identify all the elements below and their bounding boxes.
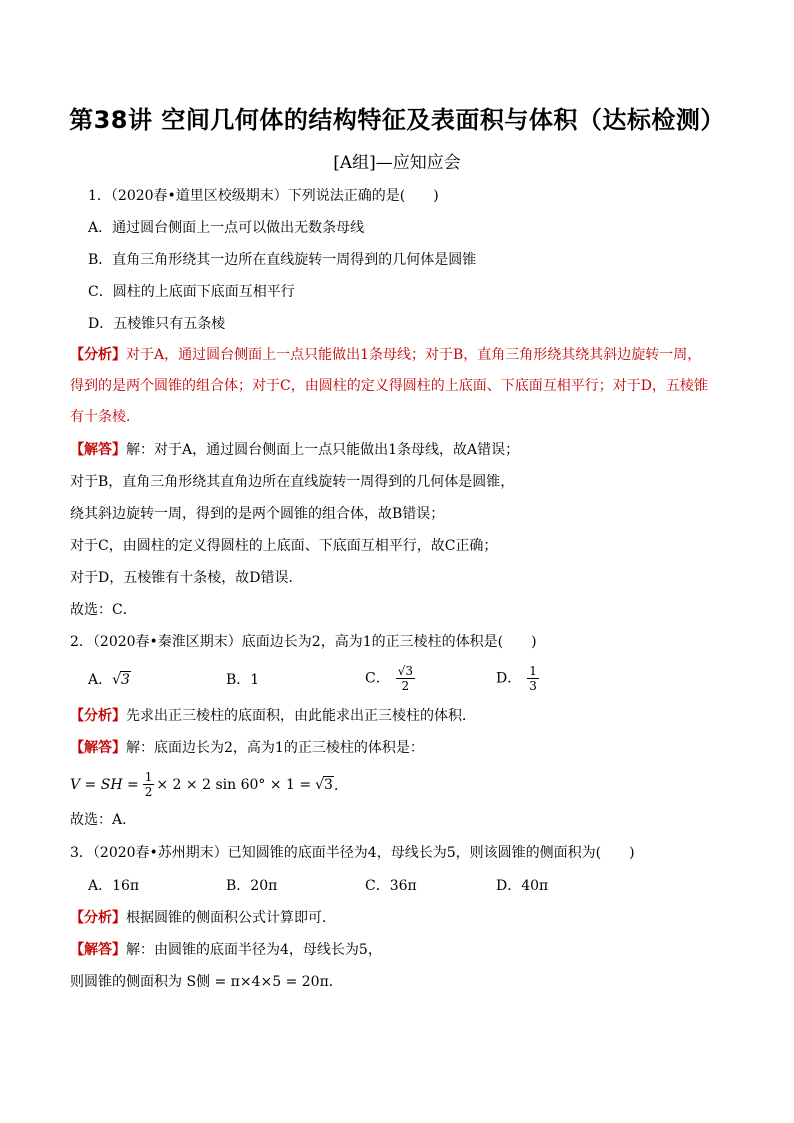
q1-answer-line-3: 绕其斜边旋转一周，得到的是两个圆锥的组合体，故B错误；	[70, 506, 445, 522]
q1-answer-line-5: 对于D，五棱锥有十条棱，故D错误．	[70, 570, 303, 586]
page-title: 第38讲 空间几何体的结构特征及表面积与体积（达标检测）	[69, 106, 725, 134]
q3-option-c: C．36π	[365, 878, 417, 894]
q2-option-a-label: A．	[88, 672, 113, 688]
q3-answer-text: 解：由圆锥的底面半径为4，母线长为5，	[126, 942, 382, 958]
q2-option-c	[365, 664, 415, 693]
q2-volume-formula: V = SH = $\frac{1}{2}$ × 2 × 2 sin 60° × 1 = √ 3 ．	[70, 770, 348, 799]
q2-option-c-label: C．	[365, 670, 390, 687]
q2-option-b: B．1	[226, 672, 260, 688]
q3-answer-line	[70, 940, 382, 960]
q3-option-b: B．20π	[226, 878, 278, 894]
q2-option-d-label: D．	[496, 670, 522, 687]
q2-formula-sqrt-value: 3	[324, 777, 333, 793]
q1-answer-text-1: 解：对于A，通过圆台侧面上一点只能做出1条母线，故A错误；	[126, 442, 520, 458]
q2-answer-tag: 【解答】	[70, 740, 126, 756]
q3-final-answer: 则圆锥的侧面积为 S侧 = π×4×5 = 20π．	[70, 974, 343, 990]
q1-option-b: B．直角三角形绕其一边所在直线旋转一周得到的几何体是圆锥	[88, 252, 477, 268]
q1-option-a: A．通过圆台侧面上一点可以做出无数条母线	[88, 220, 365, 236]
q1-analysis-text-1: 对于A，通过圆台侧面上一点只能做出1条母线；对于B，直角三角形绕其绕其斜边旋转一周，	[126, 347, 702, 363]
q1-analysis-tag: 【分析】	[70, 347, 126, 363]
q2-option-c-numerator: √3	[397, 664, 413, 678]
q2-option-c-fraction	[396, 664, 415, 693]
q3-analysis-tag: 【分析】	[70, 910, 126, 926]
q3-option-a: A．16π	[88, 878, 140, 894]
q2-option-c-denominator: 2	[401, 679, 410, 693]
q3-analysis-text: 根据圆锥的侧面积公式计算即可．	[126, 910, 336, 926]
q1-option-c: C．圆柱的上底面下底面互相平行	[88, 284, 295, 300]
q2-formula-numerator: 1	[144, 770, 153, 784]
q2-analysis-tag: 【分析】	[70, 708, 126, 724]
q2-analysis-text: 先求出正三棱柱的底面积，由此能求出正三棱柱的体积．	[126, 708, 476, 724]
q1-choice: 故选：C．	[70, 602, 137, 618]
q1-answer-line-1	[70, 440, 519, 460]
q2-formula-denominator: 2	[144, 785, 153, 799]
q2-answer-line	[70, 738, 424, 758]
q2-option-d	[496, 664, 539, 693]
q2-formula-end: ．	[333, 777, 348, 794]
q1-analysis-line-2: 得到的是两个圆锥的组合体；对于C，由圆柱的定义得圆柱的上底面、下底面互相平行；对于D，五棱锥	[70, 378, 708, 394]
q1-answer-line-2: 对于B，直角三角形绕其直角边所在直线旋转一周得到的几何体是圆锥，	[70, 474, 515, 490]
q2-option-a: A．√3	[88, 672, 130, 688]
q1-answer-line-4: 对于C，由圆柱的定义得圆柱的上底面、下底面互相平行，故C正确；	[70, 538, 498, 554]
section-subtitle: [A组]—应知应会	[333, 153, 461, 173]
q2-option-a-value: 3	[121, 672, 130, 688]
q2-stem: 2．（2020春•秦淮区期末）底面边长为2，高为1的正三棱柱的体积是( )	[70, 634, 537, 650]
q3-option-d: D．40π	[496, 878, 549, 894]
q1-analysis-line-3: 有十条棱．	[70, 409, 140, 425]
q2-answer-text: 解：底面边长为2，高为1的正三棱柱的体积是：	[126, 740, 424, 756]
q3-stem: 3．（2020春•苏州期末）已知圆锥的底面半径为4，母线长为5，则该圆锥的侧面积为( )	[70, 845, 635, 861]
q3-analysis-line	[70, 908, 336, 928]
q3-options	[88, 875, 728, 905]
q2-options	[88, 664, 728, 694]
q2-formula-fraction	[143, 770, 155, 799]
q2-analysis-line	[70, 706, 476, 726]
q2-option-d-denominator: 3	[529, 679, 537, 693]
q2-choice: 故选：A．	[70, 812, 137, 828]
q1-answer-tag: 【解答】	[70, 442, 126, 458]
q1-stem: 1．（2020春•道里区校级期末）下列说法正确的是( )	[88, 188, 439, 204]
q2-formula-right: × 2 × 2 sin 60° × 1 =	[156, 776, 312, 793]
q1-option-d: D．五棱锥只有五条棱	[88, 316, 226, 332]
q2-option-d-fraction	[527, 664, 539, 693]
q2-formula-left: V = SH =	[70, 776, 139, 793]
q2-option-d-numerator: 1	[529, 664, 537, 678]
q3-answer-tag: 【解答】	[70, 942, 126, 958]
q1-analysis-line-1	[70, 345, 701, 365]
